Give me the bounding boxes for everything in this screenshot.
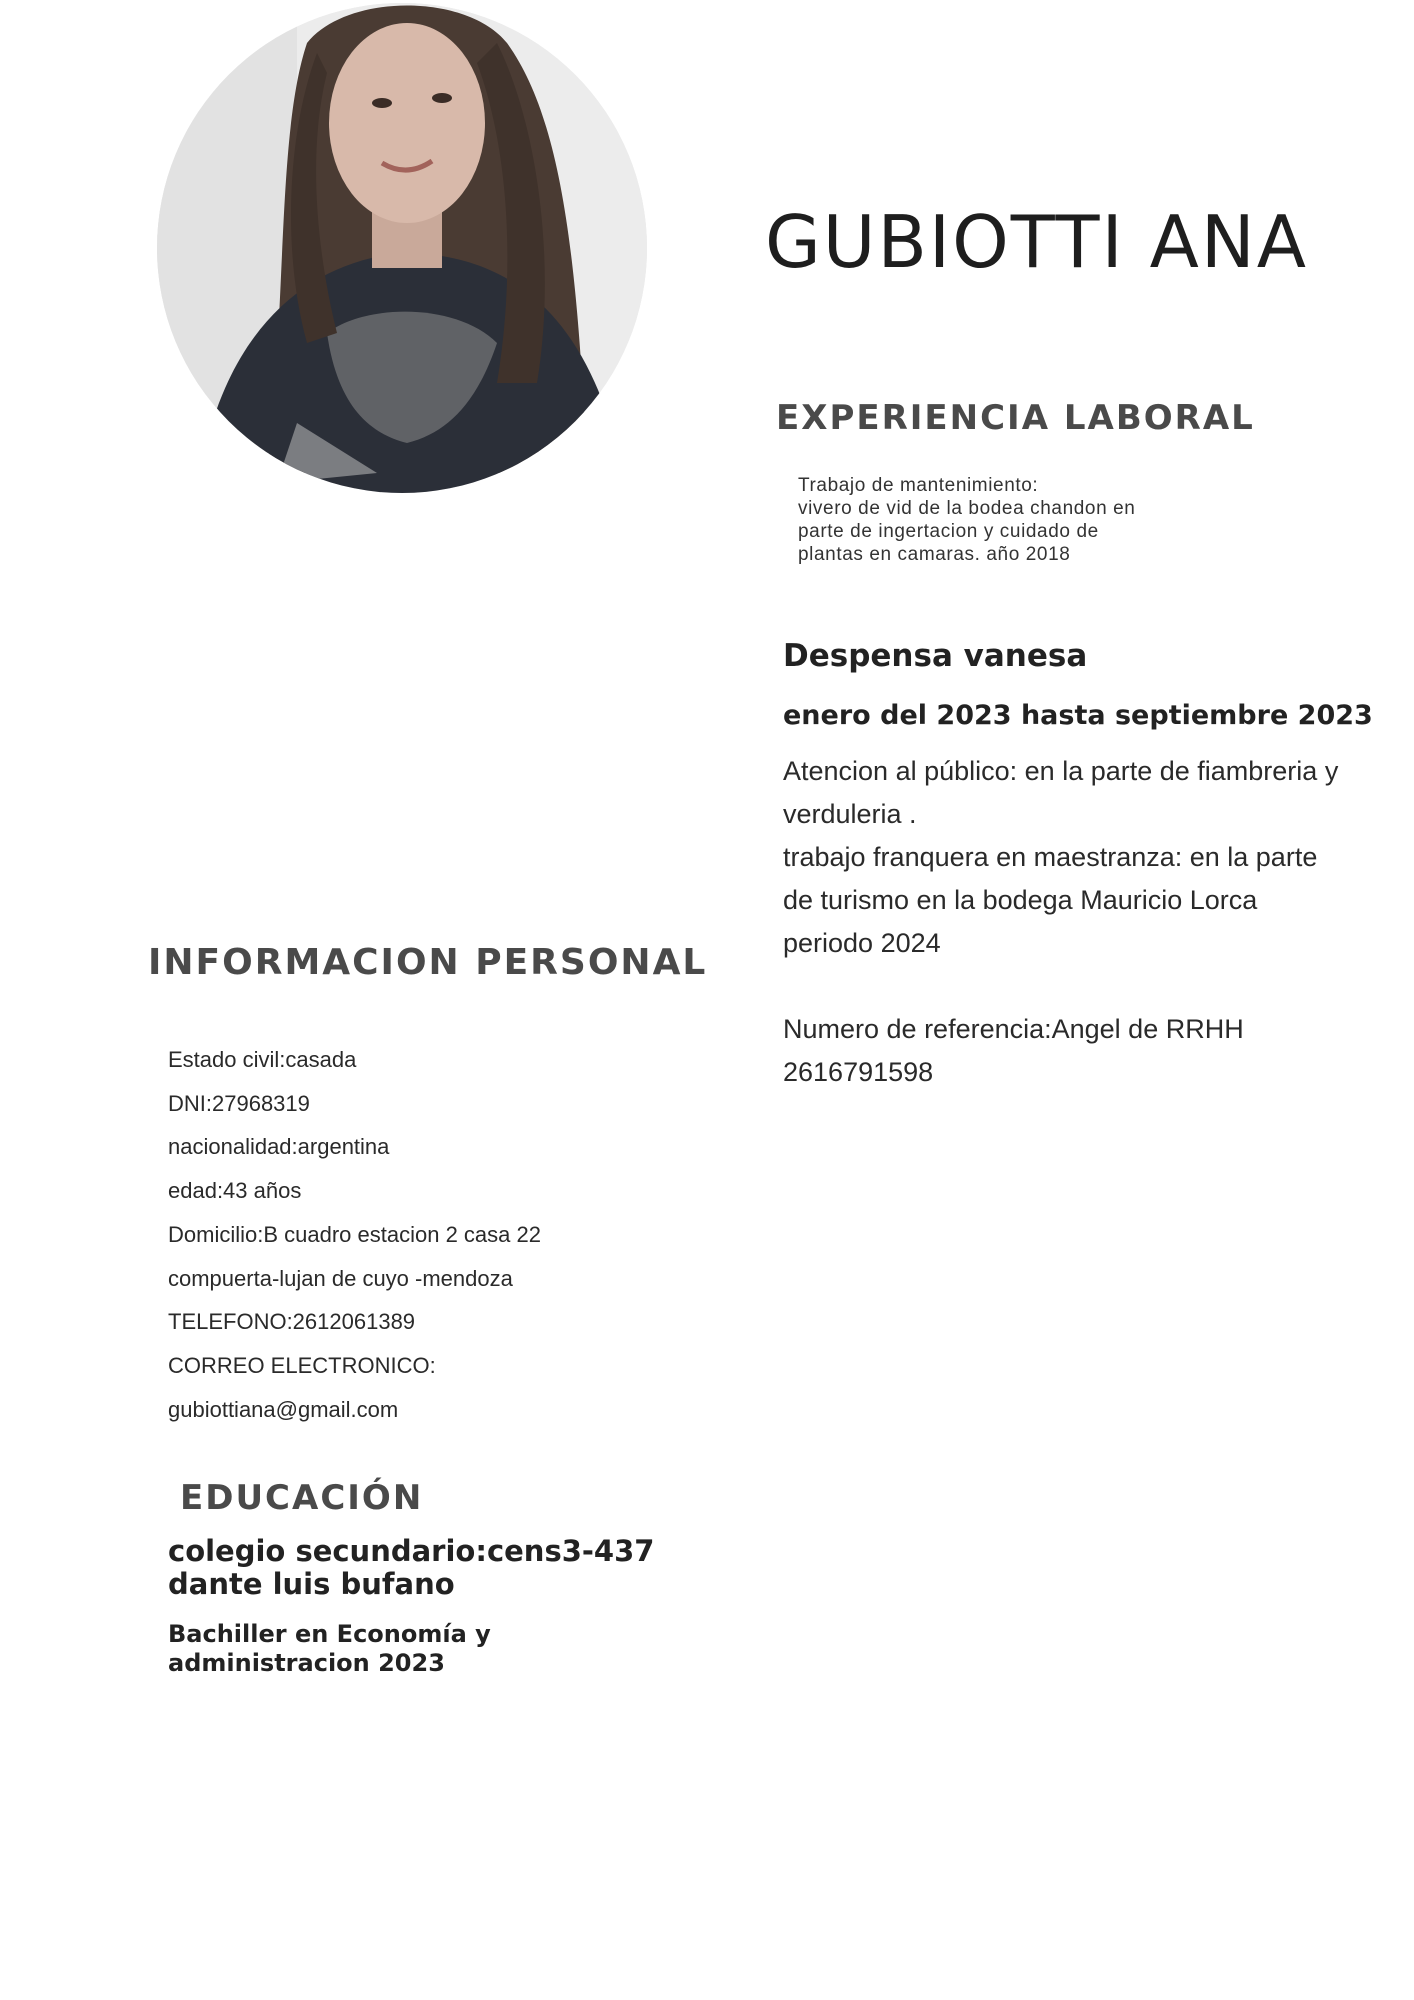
reference-line: 2616791598 — [783, 1057, 934, 1087]
first-job-line: vivero de vid de la bodea chandon en — [798, 498, 1136, 519]
info-item: Domicilio:B cuadro estacion 2 casa 22 — [168, 1221, 541, 1247]
job-company: Despensa vanesa — [783, 638, 1088, 674]
degree-line: Bachiller en Economía y — [168, 1620, 491, 1648]
job-description-line: verduleria . — [783, 799, 917, 829]
portrait-icon — [157, 3, 647, 493]
school-line: colegio secundario:cens3-437 — [168, 1534, 655, 1568]
personal-info-list — [168, 1038, 541, 1431]
info-item: CORREO ELECTRONICO: — [168, 1352, 436, 1378]
info-item-email: gubiottiana@gmail.com — [168, 1396, 399, 1422]
first-job-description — [798, 474, 1218, 566]
spacer — [783, 965, 1403, 1008]
reference-line: Numero de referencia:Angel de RRHH — [783, 1014, 1244, 1044]
education-school — [168, 1535, 654, 1601]
job-description-line: Atencion al público: en la parte de fiambreria y — [783, 756, 1339, 786]
info-item: TELEFONO:2612061389 — [168, 1309, 416, 1335]
first-job-line: Trabajo de mantenimiento: — [798, 475, 1039, 496]
first-job-line: parte de ingertacion y cuidado de — [798, 521, 1099, 542]
education-degree — [168, 1620, 491, 1678]
info-item: compuerta-lujan de cuyo -mendoza — [168, 1265, 513, 1291]
experience-heading: EXPERIENCIA LABORAL — [776, 398, 1255, 438]
candidate-name: GUBIOTTI ANA — [765, 200, 1308, 284]
info-item: Estado civil:casada — [168, 1047, 357, 1072]
job-description-line: trabajo franquera en maestranza: en la parte — [783, 842, 1318, 872]
profile-photo — [157, 3, 647, 493]
personal-info-heading: INFORMACION PERSONAL — [148, 942, 708, 983]
education-heading: EDUCACIÓN — [180, 1478, 424, 1518]
job-period: enero del 2023 hasta septiembre 2023 — [783, 700, 1373, 731]
job-description-line: periodo 2024 — [783, 928, 941, 958]
degree-line: administracion 2023 — [168, 1649, 445, 1677]
job-description — [783, 750, 1403, 1094]
info-item: edad:43 años — [168, 1178, 302, 1204]
school-line: dante luis bufano — [168, 1567, 455, 1601]
job-description-line: de turismo en la bodega Mauricio Lorca — [783, 885, 1258, 915]
info-item: nacionalidad:argentina — [168, 1134, 390, 1160]
info-item: DNI:27968319 — [168, 1090, 310, 1116]
first-job-line: plantas en camaras. año 2018 — [798, 544, 1071, 565]
